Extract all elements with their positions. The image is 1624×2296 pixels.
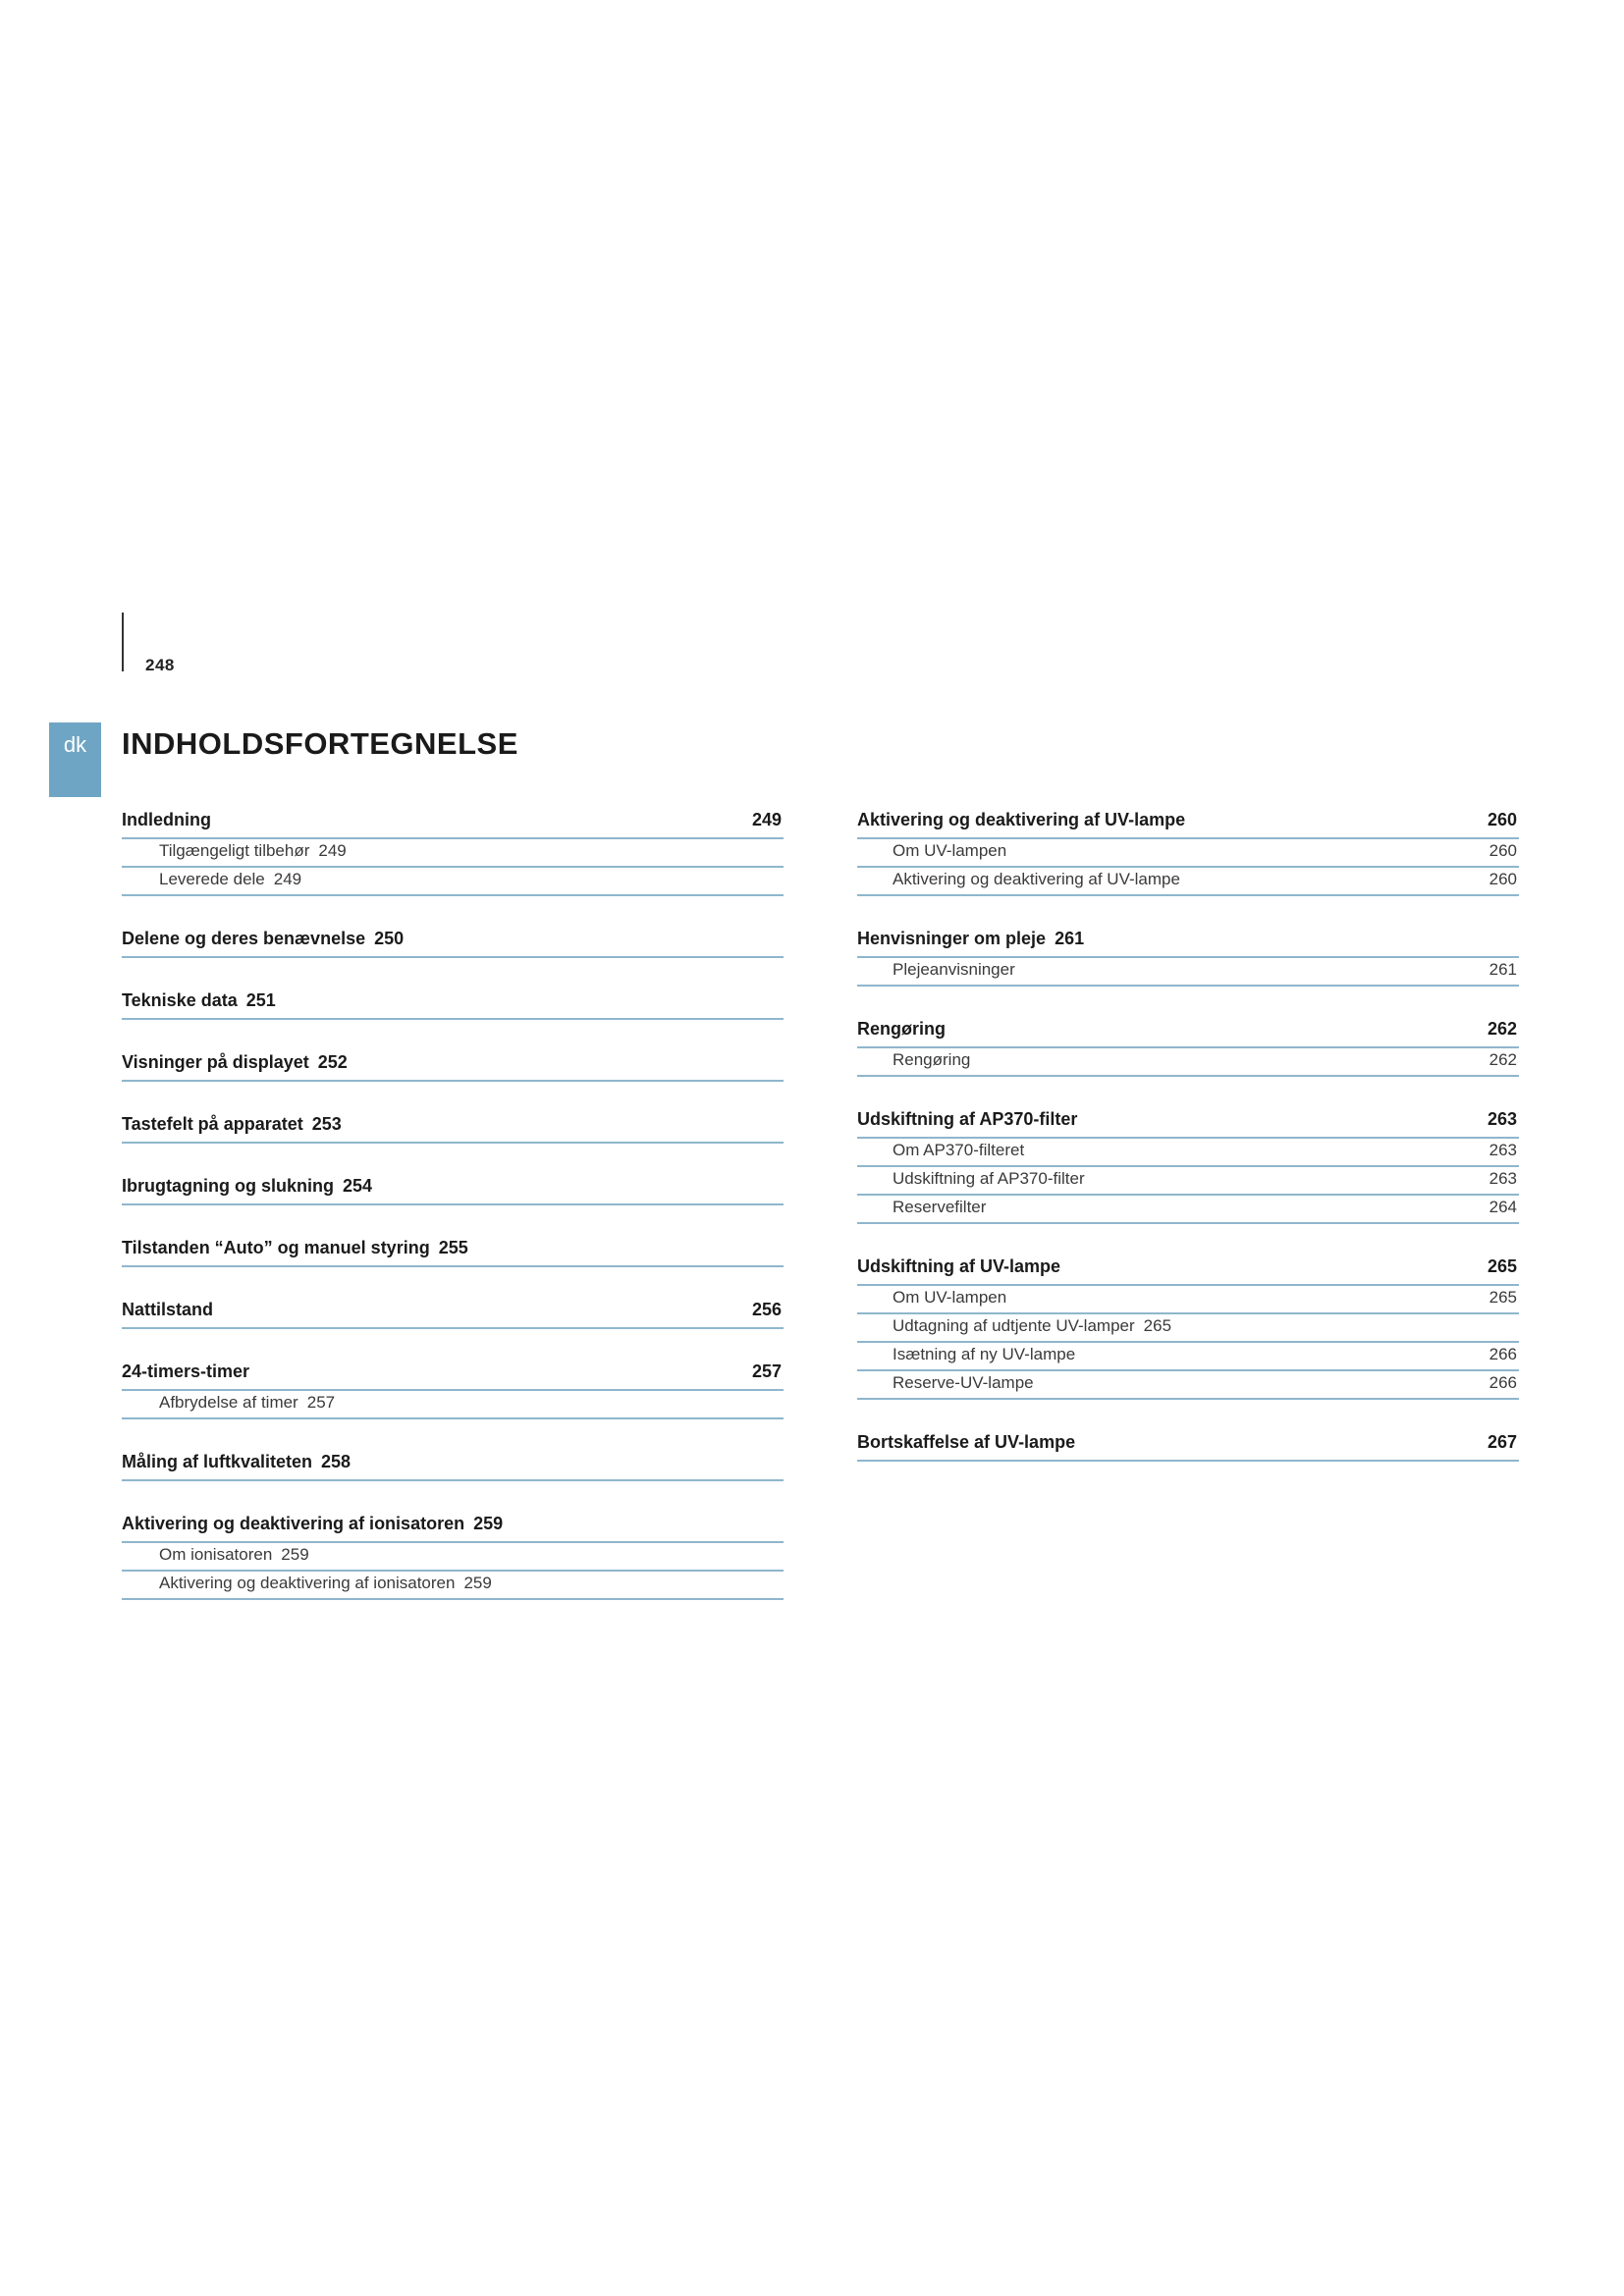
toc-section <box>122 920 784 958</box>
toc-page-number: 263 <box>1489 1169 1517 1188</box>
toc-page-number: 249 <box>273 870 302 888</box>
page-number-rule <box>122 613 124 671</box>
toc-section <box>122 1105 784 1144</box>
toc-subentry-title: Isætning af ny UV-lampe <box>893 1345 1076 1363</box>
toc-section <box>857 1248 1519 1400</box>
language-tab: dk <box>49 722 101 797</box>
page-title: INDHOLDSFORTEGNELSE <box>122 726 518 761</box>
toc-page-number: 259 <box>473 1514 504 1533</box>
toc-page-number: 262 <box>1487 1019 1517 1039</box>
toc-section-title: Tekniske data <box>122 990 238 1010</box>
toc-subentry[interactable] <box>857 1343 1519 1371</box>
toc-subentry[interactable] <box>122 868 784 896</box>
toc-section-entry[interactable] <box>122 1229 784 1267</box>
toc-page-number: 261 <box>1055 929 1085 948</box>
toc-section <box>122 801 784 896</box>
toc-section <box>857 801 1519 896</box>
toc-section <box>857 920 1519 987</box>
toc-subentry-title: Reservefilter <box>893 1198 987 1216</box>
toc-section-title: Aktivering og deaktivering af UV-lampe <box>857 810 1186 829</box>
toc-section-entry[interactable] <box>122 1043 784 1082</box>
toc-section-title: 24-timers-timer <box>122 1362 250 1381</box>
toc-page-number: 265 <box>1489 1288 1517 1307</box>
toc-page-number: 259 <box>281 1545 309 1564</box>
toc-section-entry[interactable] <box>857 920 1519 958</box>
toc-page-number: 252 <box>317 1052 348 1072</box>
toc-section-title: Måling af luftkvaliteten <box>122 1452 313 1471</box>
toc-section-title: Nattilstand <box>122 1300 214 1319</box>
toc-subentry[interactable] <box>122 839 784 868</box>
toc-section-title: Visninger på displayet <box>122 1052 309 1072</box>
toc-section <box>122 1229 784 1267</box>
toc-page-number: 263 <box>1489 1141 1517 1159</box>
toc-section-entry[interactable] <box>122 1505 784 1543</box>
toc-subentry-title: Reserve-UV-lampe <box>893 1373 1034 1392</box>
toc-subentry[interactable] <box>857 1286 1519 1314</box>
toc-section-entry[interactable] <box>122 801 784 839</box>
toc-subentry[interactable] <box>857 958 1519 987</box>
toc-subentry-title: Afbrydelse af timer <box>159 1393 298 1412</box>
toc-subentry[interactable] <box>857 868 1519 896</box>
toc-subentry[interactable] <box>857 1048 1519 1077</box>
toc-section-entry[interactable] <box>857 1248 1519 1286</box>
toc-page-number: 249 <box>751 810 782 829</box>
toc-section-entry[interactable] <box>122 1167 784 1205</box>
toc-subentry-title: Om UV-lampen <box>893 1288 1007 1307</box>
toc-page-number: 254 <box>342 1176 373 1196</box>
toc-page-number: 263 <box>1487 1109 1517 1129</box>
toc-section <box>857 1100 1519 1224</box>
toc-page-number: 249 <box>318 841 347 860</box>
toc-page-number: 266 <box>1489 1345 1517 1363</box>
toc-section-title: Udskiftning af UV-lampe <box>857 1256 1061 1276</box>
toc-section-title: Rengøring <box>857 1019 946 1039</box>
toc-subentry-title: Om UV-lampen <box>893 841 1007 860</box>
toc-right-column <box>857 801 1519 1485</box>
toc-section-entry[interactable] <box>122 1353 784 1391</box>
toc-subentry-title: Tilgængeligt tilbehør <box>159 841 310 860</box>
toc-page-number: 260 <box>1489 870 1517 888</box>
toc-subentry-title: Om AP370-filteret <box>893 1141 1025 1159</box>
toc-page-number: 255 <box>438 1238 468 1257</box>
toc-section-title: Aktivering og deaktivering af ionisatoren <box>122 1514 465 1533</box>
toc-subentry[interactable] <box>122 1391 784 1419</box>
toc-section-entry[interactable] <box>122 982 784 1020</box>
toc-page-number: 259 <box>463 1574 492 1592</box>
toc-subentry[interactable] <box>857 839 1519 868</box>
toc-page-number: 266 <box>1489 1373 1517 1392</box>
toc-page-number: 253 <box>311 1114 342 1134</box>
toc-page-number: 265 <box>1487 1256 1517 1276</box>
toc-section-entry[interactable] <box>857 1010 1519 1048</box>
toc-page-number: 250 <box>374 929 405 948</box>
toc-page-number: 261 <box>1489 960 1517 979</box>
toc-section <box>122 1505 784 1600</box>
toc-section-entry[interactable] <box>122 920 784 958</box>
toc-left-column <box>122 801 784 1624</box>
toc-section <box>122 1291 784 1329</box>
toc-section-title: Henvisninger om pleje <box>857 929 1047 948</box>
toc-page-number: 265 <box>1143 1316 1172 1335</box>
toc-section <box>857 1423 1519 1462</box>
toc-section-title: Indledning <box>122 810 211 829</box>
toc-subentry[interactable] <box>122 1572 784 1600</box>
page-number: 248 <box>145 656 175 674</box>
toc-page-number: 267 <box>1487 1432 1517 1452</box>
toc-subentry-title: Leverede dele <box>159 870 265 888</box>
toc-section-entry[interactable] <box>857 1100 1519 1139</box>
toc-section-entry[interactable] <box>857 1423 1519 1462</box>
toc-section-entry[interactable] <box>122 1291 784 1329</box>
toc-page-number: 256 <box>751 1300 782 1319</box>
toc-section-title: Delene og deres benævnelse <box>122 929 366 948</box>
toc-page-number: 260 <box>1487 810 1517 829</box>
toc-page-number: 257 <box>751 1362 782 1381</box>
toc-page-number: 251 <box>245 990 276 1010</box>
toc-subentry[interactable] <box>857 1371 1519 1400</box>
toc-subentry[interactable] <box>857 1314 1519 1343</box>
toc-section <box>122 1353 784 1419</box>
toc-page-number: 258 <box>321 1452 352 1471</box>
toc-section-entry[interactable] <box>857 801 1519 839</box>
toc-subentry-title: Udskiftning af AP370-filter <box>893 1169 1085 1188</box>
toc-page-number: 260 <box>1489 841 1517 860</box>
toc-subentry[interactable] <box>857 1196 1519 1224</box>
toc-page-number: 264 <box>1489 1198 1517 1216</box>
toc-section-title: Udskiftning af AP370-filter <box>857 1109 1078 1129</box>
toc-subentry[interactable] <box>122 1543 784 1572</box>
toc-section <box>122 1443 784 1481</box>
toc-section-title: Bortskaffelse af UV-lampe <box>857 1432 1076 1452</box>
toc-section-title: Tilstanden “Auto” og manuel styring <box>122 1238 430 1257</box>
toc-section <box>857 1010 1519 1077</box>
toc-section-title: Tastefelt på apparatet <box>122 1114 303 1134</box>
toc-subentry-title: Aktivering og deaktivering af UV-lampe <box>893 870 1180 888</box>
toc-subentry-title: Om ionisatoren <box>159 1545 273 1564</box>
toc-section <box>122 1167 784 1205</box>
toc-page-number: 257 <box>306 1393 336 1412</box>
toc-subentry-title: Rengøring <box>893 1050 971 1069</box>
toc-section <box>122 982 784 1020</box>
toc-section-title: Ibrugtagning og slukning <box>122 1176 334 1196</box>
toc-page-number: 262 <box>1489 1050 1517 1069</box>
toc-subentry[interactable] <box>857 1139 1519 1167</box>
toc-section <box>122 1043 784 1082</box>
toc-subentry[interactable] <box>857 1167 1519 1196</box>
toc-subentry-title: Aktivering og deaktivering af ionisatoren <box>159 1574 456 1592</box>
toc-subentry-title: Plejeanvisninger <box>893 960 1015 979</box>
toc-section-entry[interactable] <box>122 1105 784 1144</box>
toc-section-entry[interactable] <box>122 1443 784 1481</box>
toc-subentry-title: Udtagning af udtjente UV-lamper <box>893 1316 1135 1335</box>
